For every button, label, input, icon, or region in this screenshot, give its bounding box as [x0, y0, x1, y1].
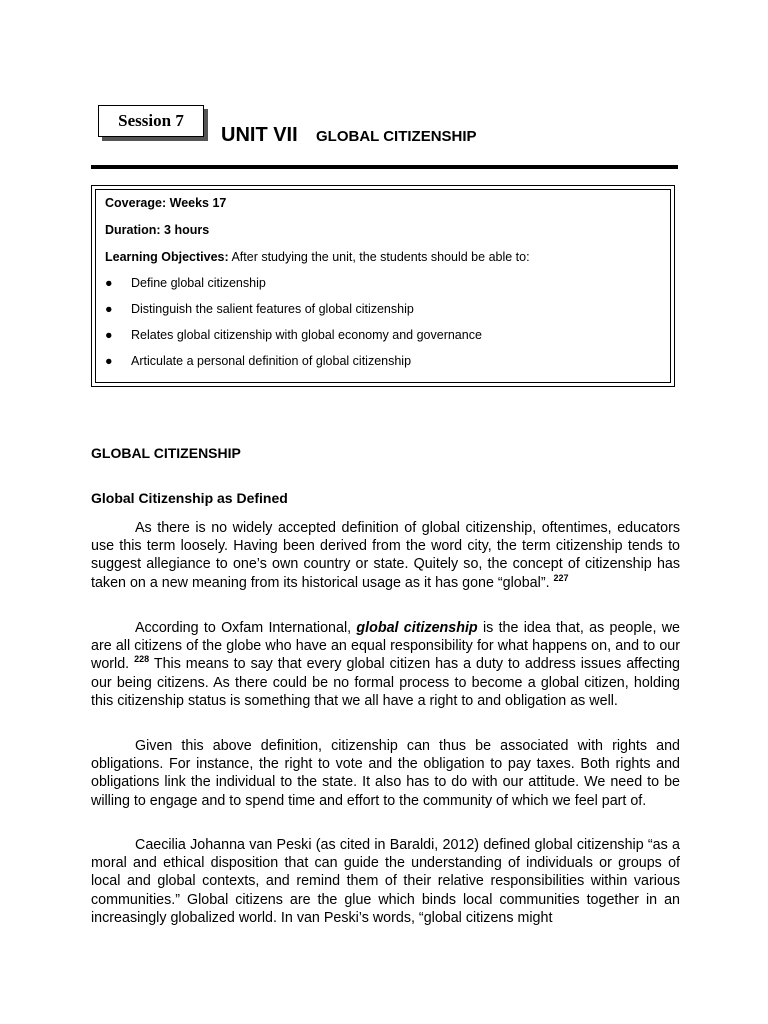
global-citizenship-term: global citizenship	[356, 620, 478, 636]
paragraph-4-text: Caecilia Johanna van Peski (as cited in Baraldi, 2012) defined global citizenship “as a moral and ethical disposition that can guide the understanding of individuals or groups of local and global contexts, and remind them of their relative responsibilities within various communities.” Global citizens are the glue which binds local communities together in an increasingly globalized world. In van Peski’s words, “global citizens might	[91, 837, 680, 926]
coverage-value: Weeks 17	[169, 196, 227, 210]
unit-number: UNIT VII	[221, 124, 298, 146]
objective-item	[105, 354, 411, 368]
objective-item	[105, 276, 266, 290]
objective-item	[105, 328, 482, 342]
paragraph-4	[91, 836, 680, 927]
objectives-line	[105, 250, 530, 264]
paragraph-1	[91, 519, 680, 592]
objective-item	[105, 302, 414, 316]
coverage-label: Coverage:	[105, 196, 167, 210]
bullet-icon: ●	[105, 302, 113, 316]
coverage-box	[91, 185, 675, 387]
duration-label: Duration:	[105, 223, 161, 237]
paragraph-2-mid: is the idea that, as people, we are all citizens of the globe who have an equal responsibility for what happens on, and to our world.	[91, 620, 680, 673]
duration-value: 3 hours	[164, 223, 210, 237]
paragraph-3	[91, 737, 680, 810]
objectives-intro: After studying the unit, the students should be able to:	[231, 250, 530, 264]
paragraph-2	[91, 619, 680, 710]
paragraph-1-text: As there is no widely accepted definition of global citizenship, oftentimes, educators use this term loosely. Having been derived from the word city, the term citizenship tends to suggest allegiance to one’s own country or state. Quitely so, the concept of citizenship has taken on a new meaning from its historical usage as it has gone “global”.	[91, 520, 680, 591]
footnote-ref-227: 227	[553, 572, 569, 583]
header-rule	[91, 165, 678, 169]
objective-text: Relates global citizenship with global economy and governance	[131, 328, 482, 342]
paragraph-2-start: According to Oxfam International,	[135, 620, 352, 636]
objective-text: Articulate a personal definition of global citizenship	[131, 354, 412, 368]
section-heading: GLOBAL CITIZENSHIP	[91, 445, 241, 461]
session-label: Session 7	[98, 105, 204, 137]
bullet-icon: ●	[105, 354, 113, 368]
bullet-icon: ●	[105, 276, 113, 290]
footnote-ref-228: 228	[134, 654, 150, 665]
objectives-label: Learning Objectives:	[105, 250, 229, 264]
sub-heading: Global Citizenship as Defined	[91, 490, 288, 506]
coverage-line	[105, 196, 226, 210]
bullet-icon: ●	[105, 328, 113, 342]
paragraph-3-text: Given this above definition, citizenship can thus be associated with rights and obligations. For instance, the right to vote and the obligation to pay taxes. Both rights and obligations link the individual to the state. It also has to do with our attitude. We need to be willing to engage and to spend time and effort to the community of which we feel part of.	[91, 738, 680, 809]
unit-title: GLOBAL CITIZENSHIP	[316, 128, 477, 145]
duration-line	[105, 223, 209, 237]
objective-text: Define global citizenship	[131, 276, 266, 290]
paragraph-2-end: This means to say that every global citizen has a duty to address issues affecting our being citizens. As there could be no formal process to become a global citizen, holding this citizenship status is something that we all have a right to and obligation as well.	[91, 656, 680, 709]
objective-text: Distinguish the salient features of global citizenship	[131, 302, 414, 316]
